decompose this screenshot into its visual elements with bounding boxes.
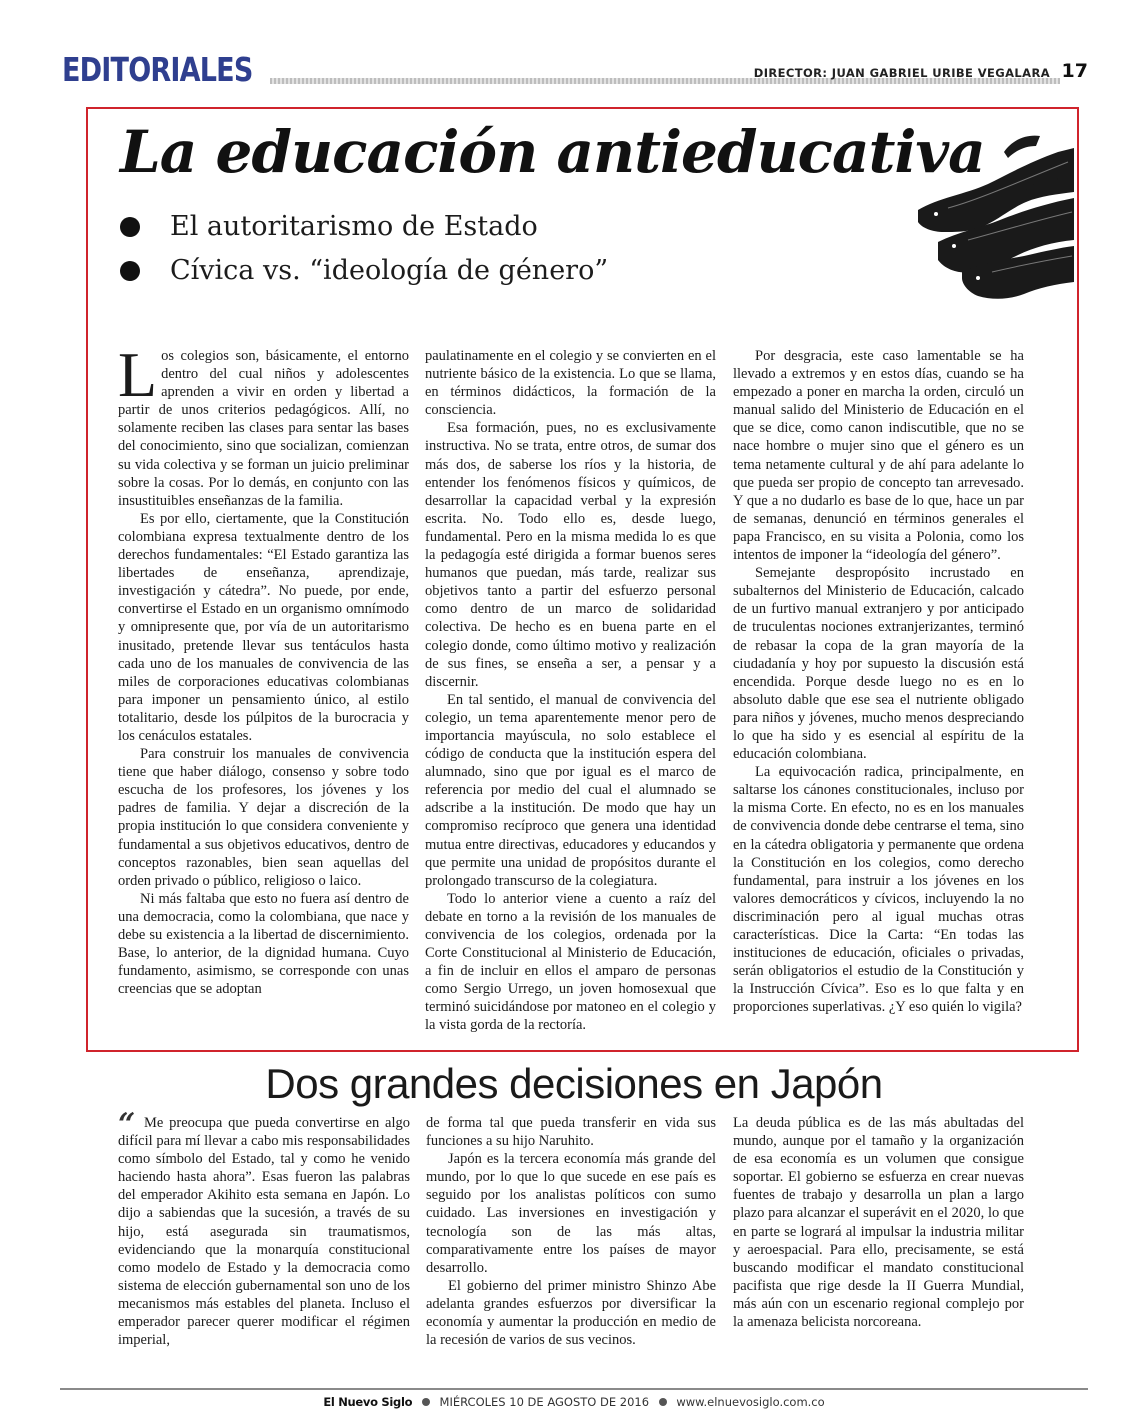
bullet-text: El autoritarismo de Estado [170,211,538,242]
newspaper-name: El Nuevo Siglo [323,1395,413,1409]
page-footer [0,1395,1148,1409]
paragraph: Esa formación, pues, no es exclusivamente instructiva. No se trata, entre otros, de sumar dos más dos, de saberse los ríos y la historia, de entender los fenómenos físicos y químicos, de desarrollar la capacidad verbal y la expresión escrita. No. Todo ello es, desde luego, fundamental. Pero en la misma medida lo es que la pedagogía esté dirigida a formar buenos seres humanos que puedan, más tarde, realizar sus objetivos tanto a partir del esfuerzo personal como dentro de un marco de solidaridad colectiva. De hecho es en buena parte en el colegio donde, como último motivo y realización de sus fines, se enseña a ser, a pensar y a discernir. [425,420,716,690]
footer-rule [60,1388,1088,1390]
dropcap: L [118,339,158,410]
bullet-item [120,249,608,293]
second-column-2 [426,1114,716,1349]
horse-heads-sculpture-icon [908,132,1076,302]
second-headline: Dos grandes decisiones en Japón [265,1060,883,1107]
website-url: www.elnuevosiglo.com.co [676,1395,825,1409]
paragraph: Todo lo anterior viene a cuento a raíz del debate en torno a la revisión de los manuales de convivencia de los colegios, ordenada por la Corte Constitucional al Ministerio de Educación, a fin de incluir en ellos el amparo de personas como Sergio Urrego, un joven homosexual que terminó suicidándose por matoneo en el colegio y la vista gorda de la rectoría. [425,890,716,1034]
editorial-column-3 [733,347,1024,1016]
paragraph: Ni más faltaba que esto no fuera así dentro de una democracia, como la colombiana, que nace y debe su existencia a la libertad de discernimiento. Base, lo anterior, de la dignidad humana. Cuyo fundamento, asimismo, se corresponde con unas creencias que se adoptan [118,890,409,998]
bullet-dot-icon [120,217,140,237]
paragraph: Semejante despropósito incrustado en subalternos del Ministerio de Educación, calcado de un furtivo manual extranjero y por anticipado de truculentas nociones extranjerizantes, terminó de rebasar la copa de la gran mayoría de la ciudadanía y hoy por supuesto la discusión está encendida. Porque desde luego no es en lo absoluto dable que ese sea el nutriente obligado para niños y jóvenes, mucho menos despreciando lo que ha sido y es esencial al espíritu de la educación colombiana. [733,565,1024,763]
editorial-bullets [120,205,608,293]
paragraph: La deuda pública es de las más abultadas del mundo, aunque por el tamaño y la organización de esa economía es un volumen que consigue soportar. El gobierno se esfuerza en crear nuevas fuentes de trabajo y desarrolla un plan a largo plazo para alcanzar el superávit en el 2020, lo que en parte se logrará al impulsar la industria militar y aeroespacial. Para ello, precisamente, se está buscando modificar el mandato constitucional pacifista que rige desde la II Guerra Mundial, más aún con un escenario regional complejo por la amenaza belicista norcoreana. [733,1115,1024,1331]
paragraph: El gobierno del primer ministro Shinzo Abe adelanta grandes esfuerzos por diversificar la economía y aumentar la producción en medio de la recesión de varios de sus vecinos. [426,1277,716,1349]
opening-quote-mark: “ [118,1107,136,1142]
paragraph: paulatinamente en el colegio y se convierten en el nutriente básico de la existencia. Lo que se llama, en términos didácticos, la formación de la consciencia. [425,348,716,419]
separator-dot-icon [659,1398,667,1406]
paragraph: La equivocación radica, principalmente, en saltarse los cánones constitucionales, incluso por la misma Corte. En efecto, no es en los manuales de convivencia donde debe centrarse el tema, sino en la cátedra obligatoria y permanente que ordena la Constitución en los colegios, como derecho fundamental, para instruir a los jóvenes en los valores democráticos y cívicos, incluyendo la no discriminación pero al igual muchas otras características. Dice la Carta: “En todas las instituciones de educación, oficiales o privadas, serán obligatorios el estudio de la Constitución y la Instrucción Cívica”. Eso es lo que falta y en proporciones superlativas. ¿Y eso quién lo vigila? [733,764,1024,1016]
paragraph: Es por ello, ciertamente, que la Constitución colombiana expresa textualmente dentro de los derechos fundamentales: “El Estado garantiza las libertades de enseñanza, aprendizaje, investigación y cátedra”. No puede, por ende, convertirse el Estado en un organismo omnímodo y omnipresente que, por vía de un autoritarismo inusitado, pretende llevar sus tentáculos hasta cada uno de los manuales de convivencia de las miles de corporaciones educativas colombianas para imponer un pensamiento único, al estilo totalitario, desde los púlpitos de la burocracia y los cenáculos estatales. [118,510,409,744]
paragraph: de forma tal que pueda transferir en vida sus funciones a su hijo Naruhito. [426,1115,716,1150]
page-header [62,50,1088,94]
paragraph: Para construir los manuales de convivencia tiene que haber diálogo, consenso y sobre todo escucha de los profesores, los jóvenes y los padres de familia. Y dejar a discreción de la propia institución lo que considera conveniente y fundamental a sus objetivos educativos, dentro de conceptos razonables, bien sean aquellas del orden privado o público, religioso o laico. [118,746,409,889]
bullet-dot-icon [120,261,140,281]
director-credit: DIRECTOR: JUAN GABRIEL URIBE VEGALARA [753,66,1050,80]
editorial-headline: La educación antieducativa [120,118,985,186]
editorial-column-2 [425,347,716,1035]
separator-dot-icon [422,1398,430,1406]
bullet-item [120,205,608,249]
section-title: EDITORIALES [62,50,253,89]
paragraph: Me preocupa que pueda convertirse en algo difícil para mí llevar a cabo mis responsabilidades como símbolo del Estado, tal y como he venido haciendo hasta ahora”. Esas fueron las palabras del emperador Akihito esta semana en Japón. Lo dijo a sabiendas que la sucesión, a través de su hijo, está asegurada sin traumatismos, evidenciando que la monarquía constitucional como modelo de Estado y la democracia como sistema de elección gubernamental son uno de los mecanismos más estables del planeta. Incluso el emperador parecer querer modificar el régimen imperial, [118,1115,410,1349]
paragraph: Por desgracia, este caso lamentable se ha llevado a extremos y en estos días, cuando se ha empezado a poner en marcha la orden, circuló un manual salido del Ministerio de Educación en el que se dice, como canon indiscutible, que no se nace hombre o mujer sino que el género es un tema netamente cultural y de ahí para adelante lo que pueda ser propio de concepto tan arrevesado. Y que a no dudarlo es base de lo que, hace un par de semanas, denunció en términos generales el papa Francisco, en su visita a Polonia, como los intentos de imponer la “ideología del género”. [733,348,1024,564]
page-number: 17 [1061,60,1088,82]
paragraph: En tal sentido, el manual de convivencia del colegio, un tema aparentemente menor pero de importancia mayúscula, no solo establece el código de conducta que la institución espera del alumnado, sino que por igual es el marco de referencia por medio del cual el alumnado se adscribe a la institución. De modo que hay un compromiso recíproco que genera una identidad mutua entre directivas, educadores y educandos y que permite una unidad de propósitos durante el prolongado transcurso de la colegiatura. [425,691,716,889]
paragraph: Japón es la tercera economía más grande del mundo, por lo que lo que sucede en ese país es seguido por los analistas políticos con sumo cuidado. Las inversiones en investigación y tecnología son de las más altas, comparativamente entre los países de mayor desarrollo. [426,1151,716,1276]
paragraph: Los colegios son, básicamente, el entorno dentro del cual niños y adolescentes aprenden a vivir en orden y libertad a partir de unos criterios pedagógicos. Allí, no solamente reciben las clases para sentar las bases del conocimiento, sino que socializan, comienzan su vida colectiva y se forman un juicio preliminar sobre la cosas. Por lo demás, en conjunto con las insustituibles enseñanzas de la familia. [118,339,409,509]
second-column-1 [118,1114,410,1349]
bullet-text: Cívica vs. “ideología de género” [170,255,609,286]
issue-date: MIÉRCOLES 10 DE AGOSTO DE 2016 [439,1395,650,1409]
editorial-column-1 [118,339,409,998]
second-column-3 [733,1114,1024,1331]
